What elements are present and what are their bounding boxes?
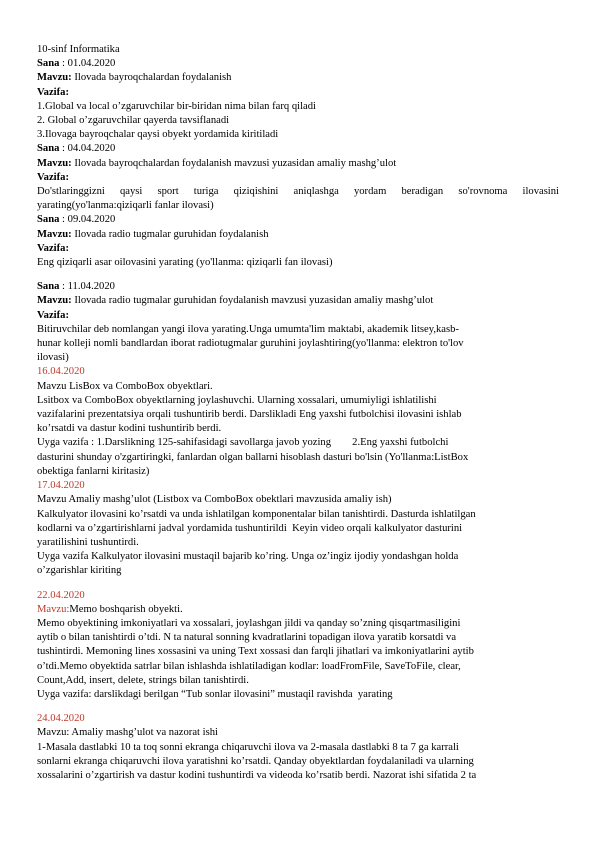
entry-line: ko’rsatdi va dastur kodini tushuntirib berdi. (37, 423, 222, 435)
vazifa-label: Vazifa: (37, 86, 69, 98)
sana-separator: : (59, 143, 68, 155)
lesson-topic-line (37, 294, 559, 308)
entry-topic-line (37, 603, 559, 617)
lesson-topic-line (37, 157, 559, 171)
entry-line: o’zgarishlar kiriting (37, 565, 122, 577)
sana-label: Sana (37, 58, 60, 70)
task-text: Eng qiziqarli asar oilovasini yarating (yo'llanma: qiziqarli fan ilovasi) (37, 257, 333, 269)
entry-line: yaratilishini tushuntirdi. (37, 536, 139, 548)
spacer (37, 579, 559, 589)
entry-line: Memo obyektining imkoniyatlari va xossalari, joylashgan jildi va qanday so’zning qisqartmasiligini (37, 617, 461, 629)
entry-line: tushintirdi. Memoning lines xossasini va uning Text xossasi dan farqli jihatlari va imkoniyatlarini aytib (37, 646, 474, 658)
sana-separator: : (59, 58, 68, 70)
vazifa-label: Vazifa: (37, 242, 69, 254)
entry-topic-label: Mavzu: (37, 603, 70, 615)
entry-date: 16.04.2020 (37, 366, 85, 378)
entry-line: Count,Add, insert, delete, strings bilan tanishtirdi. (37, 674, 249, 686)
entry-line: dasturini shunday o'zgartiringki, fanlardan olgan ballarni hisoblash dasturi bo'lsin (Yo'llanma:ListBox (37, 451, 469, 463)
entry-line: kodlarni va o’zgartirishlarni jadval yordamida tushuntirildi Keyin video orqali kalkulyator dasturini (37, 522, 463, 534)
entry-date: 22.04.2020 (37, 589, 85, 601)
entry-line: Uyga vazifa: darslikdagi berilgan “Tub sonlar ilovasini” mustaqil ravishda yarating (37, 688, 393, 700)
entry-date: 24.04.2020 (37, 713, 85, 725)
lesson-date: 09.04.2020 (67, 214, 116, 226)
task-text: Bitiruvchilar deb nomlangan yangi ilova yarating.Unga umumta'lim maktabi, akademik litsey,kasb- (37, 323, 459, 335)
mavzu-label: Mavzu: (37, 295, 72, 307)
entry-line: aytib o bilan tanishtirdi o’tdi. N ta natural sonning kvadratlarini topadigan ilova yaratib korsatdi va (37, 632, 457, 644)
entry-line: xossalarini o’zgartirish va dastur kodini tushuntirdi va videoda ko’rsatib berdi. Nazorat ishi sifatida 2 ta (37, 769, 477, 781)
task-text: yarating(yo'lanma:qiziqarli fanlar ilovasi) (37, 200, 214, 212)
entry-line: Mavzu Amaliy mashg’ulot (Listbox va ComboBox obektlari mavzusida amaliy ish) (37, 494, 392, 506)
lesson-date-line (37, 57, 559, 71)
task-text: ilovasi) (37, 352, 69, 364)
document-header: 10-sinf Informatika (37, 44, 120, 55)
lesson-date-line (37, 213, 559, 227)
task-text: hunar kolleji nomli bandlardan iborat radiotugmalar guruhini joylashtiring(yo'llanma: elektron to'lov (37, 338, 464, 350)
entry-line: Uyga vazifa : 1.Darslikning 125-sahifasidagi savollarga javob yozing 2.Eng yaxshi futbolchi (37, 437, 449, 449)
task-text: Do'stlaringgizni qaysi sport turiga qiziqishini aniqlashga yordam beradigan so'rovnoma ilovasini (37, 186, 559, 198)
entry-line: vazifalarini prezentatsiya orqali tushuntirib berdi. Darslikladi Eng yaxshi futbolchisi ilovasini ishlab (37, 409, 462, 421)
task-item: 2. Global o’zgaruvchilar qayerda tavsiflanadi (37, 115, 230, 127)
lesson-topic-line (37, 228, 559, 242)
entry-line: obektiga fanlarni kiritasiz) (37, 465, 150, 477)
spacer (37, 270, 559, 280)
lesson-topic: Ilovada radio tugmalar guruhidan foydalanish mavzusi yuzasidan amaliy mashg’ulot (71, 295, 434, 307)
spacer (37, 702, 559, 712)
entry-line: 1-Masala dastlabki 10 ta toq sonni ekranga chiqaruvchi ilova va 2-masala dastlabki 8 ta 7 ga karrali (37, 741, 459, 753)
entry-line: Lsitbox va ComboBox obyektlarning joylashuvchi. Ularning xossalari, umumiyligi ishlatilishi (37, 394, 437, 406)
entry-line: o’tdi.Memo obyektida satrlar bilan ishlashda ishlatiladigan kodlar: loadFromFile, SaveToFile, clear, (37, 660, 461, 672)
mavzu-label: Mavzu: (37, 157, 72, 169)
sana-separator: : (59, 214, 68, 226)
task-item: 3.Ilovaga bayroqchalar qaysi obyekt yordamida kiritiladi (37, 129, 279, 141)
sana-label: Sana (37, 143, 60, 155)
entry-line: Mavzu: Amaliy mashg’ulot va nazorat ishi (37, 727, 218, 739)
entry-line: Mavzu LisBox va ComboBox obyektlari. (37, 380, 213, 392)
vazifa-label: Vazifa: (37, 171, 69, 183)
entry-line: sonlarni ekranga chiqaruvchi ilova yaratishni ko’rsatdi. Qanday obyektlardan foydalaniladi va ularning (37, 755, 474, 767)
lesson-date-line (37, 280, 559, 294)
task-item: 1.Global va local o’zgaruvchilar bir-biridan nima bilan farq qiladi (37, 100, 316, 112)
lesson-topic: Ilovada bayroqchalardan foydalanish (71, 72, 232, 84)
mavzu-label: Mavzu: (37, 72, 72, 84)
sana-label: Sana (37, 281, 60, 293)
entry-date: 17.04.2020 (37, 480, 85, 492)
sana-separator: : (59, 281, 68, 293)
lesson-date: 11.04.2020 (67, 281, 115, 293)
lesson-date-line (37, 142, 559, 156)
lesson-topic: Ilovada radio tugmalar guruhidan foydalanish (71, 228, 269, 240)
entry-topic: Memo boshqarish obyekti. (69, 603, 183, 615)
mavzu-label: Mavzu: (37, 228, 72, 240)
lesson-topic-line (37, 71, 559, 85)
lesson-date: 01.04.2020 (67, 58, 116, 70)
entry-line: Uyga vazifa Kalkulyator ilovasini mustaqil bajarib ko’ring. Unga oz’ingiz ijodiy yondashgan holda (37, 551, 459, 563)
lesson-topic: Ilovada bayroqchalardan foydalanish mavzusi yuzasidan amaliy mashg’ulot (71, 157, 397, 169)
entry-line: Kalkulyator ilovasini ko’rsatdi va unda ishlatilgan komponentalar bilan tanishtirdi. Dasturda ishlatilgan (37, 508, 476, 520)
lesson-date: 04.04.2020 (67, 143, 116, 155)
sana-label: Sana (37, 214, 60, 226)
document-page (37, 43, 559, 783)
vazifa-label: Vazifa: (37, 309, 69, 321)
